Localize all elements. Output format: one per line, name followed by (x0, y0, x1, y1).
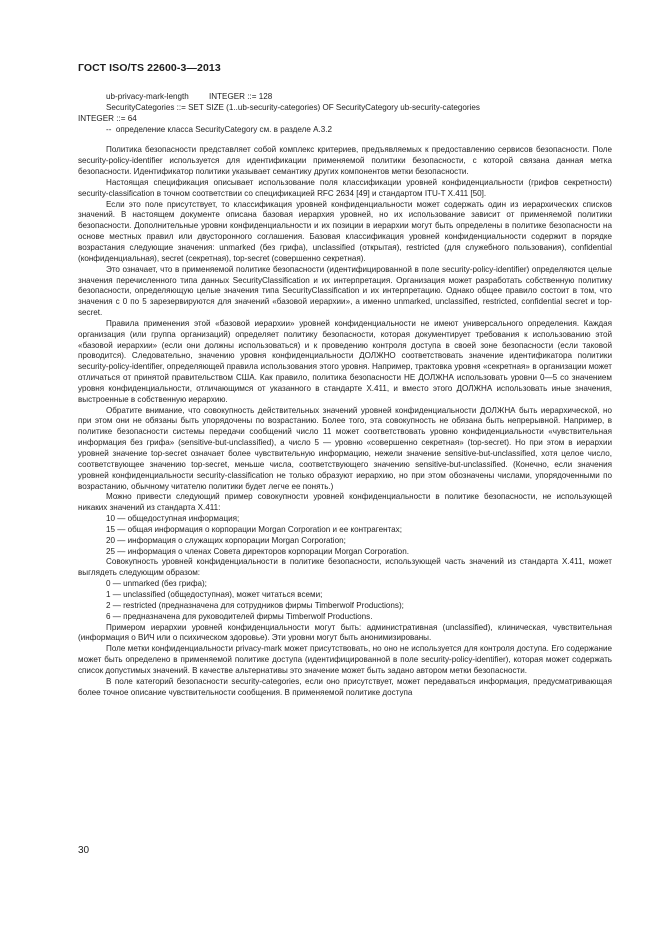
paragraph: Примером иерархии уровней конфиденциальности могут быть: административная (unclassified), клиническая, чувствительная (информация о ВИЧ или о психическом здоровье). Эти уровни могут быть анонимизированы. (78, 622, 612, 643)
list-item: 10 — общедоступная информация; (106, 514, 240, 524)
paragraph: Поле метки конфиденциальности privacy-mark может присутствовать, но оно не используется для контроля доступа. Его содержание может быть определено в применяемой политике доступа (идентифицированной в поле security-policy-identifier), которая может содержать список допустимых значений. В качестве альтернативы это значение может быть задано автором метки безопасности. (78, 644, 612, 675)
paragraph: Это означает, что в применяемой политике безопасности (идентифицированной в поле security-policy-identifier) определяются целые значения перечисленного типа данных SecurityClassification и их интерпретация. Организация может разработать собственную политику безопасности, определяющую целые значения типа SecurityClassification и их интерпретацию. Однако общее правило состоит в том, что значения с 0 по 5 зарезервируются для значений «базовой иерархии», а именно unmarked, unclassified, restricted, confidential secret и top-secret. (78, 264, 612, 318)
list-item: 25 — информация о членах Совета директоров корпорации Morgan Corporation. (106, 546, 409, 556)
list-item: 20 — информация о служащих корпорации Morgan Corporation; (106, 535, 346, 545)
list-item: 6 — предназначена для руководителей фирмы Timberwolf Productions. (106, 611, 373, 621)
list-item: 0 — unmarked (без грифа); (106, 579, 207, 589)
asn1-comment: -- определение класса SecurityCategory см. в разделе А.3.2 (106, 124, 332, 134)
asn1-line: INTEGER ::= 64 (78, 113, 137, 123)
paragraph: Обратите внимание, что совокупность действительных значений уровней конфиденциальности ДОЛЖНА быть иерархической, но при этом они не обязаны быть упорядочены по возрастанию. Более того, эта совокупность не обязана быть непрерывной. Например, в политике безопасности системы передачи сообщений число 11 может соответствовать уровню конфиденциальности «чувствительная информация без грифа» (sensitive-but-unclassified), а число 5 — уровню «совершенно секретная» (top-secret). Но при этом в иерархии уровней значение top-secret означает более чувствительную информацию, нежели значение sensitive-but-unclassified, хотя целое число, соответствующее значению top-secret, меньше числа, соответствующего значению sensitive-but-unclassified. (Конечно, если значения уровней конфиденциальности security-classification не только образуют иерархию, но при этом обозначены числами, упорядоченными по возрастанию, обычному читателю политики будет легче ее понять.) (78, 405, 612, 491)
paragraph: Политика безопасности представляет собой комплекс критериев, предъявляемых к предоставлению сервисов безопасности. Поле security-policy-identifier используется для идентификации применяемой политики безопасности, с которой связана данная метка безопасности. Идентификатор политики указывает семантику других компонентов метки безопасности. (78, 145, 612, 177)
paragraph: Можно привести следующий пример совокупности уровней конфиденциальности в политике безопасности, не использующей никаких значений из стандарта X.411: (78, 492, 612, 513)
paragraph: В поле категорий безопасности security-categories, если оно присутствует, может передаваться информация, предусматривающая более точное описание чувствительности сообщения. В применяемой политике доступа (78, 676, 612, 697)
asn1-line: SecurityCategories ::= SET SIZE (1..ub-security-categories) OF SecurityCategory ub-security-categories (106, 102, 480, 112)
spacer (78, 135, 612, 145)
paragraph: Совокупность уровней конфиденциальности в политике безопасности, использующей часть значений из стандарта X.411, может выглядеть следующим образом: (78, 557, 612, 578)
paragraph: Если это поле присутствует, то классификация уровней конфиденциальности может содержать один из иерархических списков значений. В настоящем документе описана базовая иерархия уровней, но их использование зависит от применяемой политики безопасности. Дополнительные уровни конфиденциальности и их позиции в иерархии могут быть определены в политике безопасности на основе местных правил или двусторонного соглашения. Базовая классификация уровней конфиденциальности содержит в порядке возрастания следующие значения: unmarked (без грифа), unclassified (открытая), restricted (для служебного пользования), confidential (конфиденциальная), secret (секретная), top-secret (совершенно секретная). (78, 199, 612, 263)
list-item: 1 — unclassified (общедоступная), может читаться всеми; (106, 589, 323, 599)
list-item: 2 — restricted (предназначена для сотрудников фирмы Timberwolf Productions); (106, 600, 404, 610)
page-header-standard-title: ГОСТ ISO/TS 22600-3—2013 (78, 62, 221, 74)
list-item: 15 — общая информация о корпорации Morgan Corporation и ее контрагентах; (106, 524, 402, 534)
asn1-line: ub-privacy-mark-length INTEGER ::= 128 (106, 92, 273, 101)
paragraph: Настоящая спецификация описывает использование поля классификации уровней конфиденциальности (грифов секретности) security-classification в точном соответствии со спецификацией RFC 2634 [49] и стандартом ITU-T X.411 [50]. (78, 177, 612, 198)
paragraph: Правила применения этой «базовой иерархии» уровней конфиденциальности не имеют универсального определения. Каждая организация (или группа организаций) определяет политику безопасности, которая документирует требования к использованию этой «базовой иерархии» (если они должны использоваться) и к проведению контроля доступа в своей зоне безопасности (если таковой проводится). Следовательно, значению уровня конфиденциальности ДОЛЖНО соответствовать значение идентификатора политики security-policy-identifier, определяющей правила использования этого уровня. Например, трактовка уровня «секретная» в организации может отличаться от принятой правительством США. Как правило, политика безопасности НЕ ДОЛЖНА использовать уровни 0—5 со значением уровня конфиденциальности, отличающимся от указанного в стандарте X.411, и вместо этого ДОЛЖНА использовать иные значения, выстроенные в собственную иерархию. (78, 318, 612, 404)
page-number: 30 (78, 845, 90, 856)
page-body (78, 92, 612, 698)
